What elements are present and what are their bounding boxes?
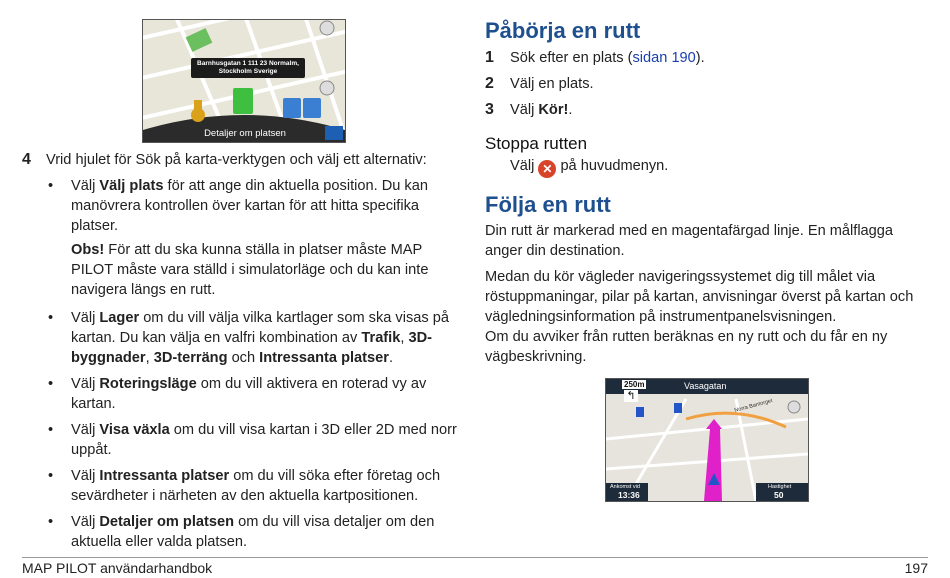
search-map-screenshot [142, 19, 346, 143]
page-number: 197 [904, 560, 928, 576]
map-graphic [143, 20, 345, 142]
stop-route-heading: Stoppa rutten [485, 134, 588, 153]
step-4 [22, 150, 462, 170]
arrival-time: 13:36 [618, 490, 640, 500]
stop-route-text: Välj ✕ på huvudmenyn. [510, 158, 669, 176]
cross-street: Norra Bantorget [733, 398, 774, 414]
options-list-cont [22, 308, 462, 552]
page-link[interactable]: sidan 190 [632, 50, 696, 66]
follow-route-heading: Följa en rutt [485, 192, 611, 217]
start-route-steps [485, 48, 915, 126]
note-text: För att du ska kunna ställa in platser måste MAP PILOT måste vara ställd i simulatorläge och du kan inte navigera längs en rutt. [71, 242, 429, 298]
list-item: • Välj Lager om du vill välja vilka kartlager som ska visas på kartan. Du kan välja en valfri kombination av Trafik, 3D-byggnader, 3D-terräng och Intressanta platser. [22, 308, 462, 368]
stop-icon: ✕ [538, 160, 556, 178]
list-item: 2 Välj en plats. [485, 75, 594, 92]
start-route-heading: Påbörja en rutt [485, 18, 641, 43]
left-column [22, 150, 462, 558]
list-item: • Välj Välj plats för att ange din aktuella position. Du kan manövrera kontrollen över kartan för att hitta specifika platser. [22, 176, 462, 236]
arrival-label: Ankomst vid [610, 484, 640, 490]
speed-value: 50 [774, 490, 784, 500]
place-details-caption[interactable]: Detaljer om platsen [204, 128, 286, 139]
step-text: Vrid hjulet för Sök på karta-verktygen och välj ett alternativ: [46, 152, 427, 168]
footer-title: MAP PILOT användarhandbok [22, 560, 213, 576]
list-item: • Välj Visa växla om du vill visa kartan i 3D eller 2D med norr uppåt. [22, 420, 462, 460]
step-number: 4 [22, 151, 31, 168]
right-column [485, 18, 915, 373]
speed-label: Hastighet [768, 484, 792, 490]
list-item: • Välj Roteringsläge om du vill aktivera en roterad vy av kartan. [22, 374, 462, 414]
options-list [22, 176, 462, 236]
turn-distance: 250m [624, 380, 645, 389]
navigation-map-screenshot [605, 378, 809, 502]
follow-route-paragraph: Medan du kör vägleder navigeringssystemet dig till målet via röstuppmaningar, pilar på kartan, anvisningar överst på kartan och vägledningsinformation på instrumentpanelsvisningen. [485, 269, 914, 325]
address-text: Barnhusgatan 1 111 23 Normalm, Stockholm Sverige [197, 60, 299, 75]
follow-route-paragraph: Om du avviker från rutten beräknas en ny rutt och du får en ny vägbeskrivning. [485, 329, 888, 365]
turn-arrow-icon: ↰ [624, 390, 638, 402]
list-item: • Välj Detaljer om platsen om du vill visa detaljer om den aktuella eller valda platsen. [22, 512, 462, 552]
note-label: Obs! [71, 242, 105, 258]
address-callout [191, 58, 305, 78]
list-item: 3 Välj Kör!. [485, 101, 573, 118]
note [22, 240, 462, 300]
follow-route-paragraph: Din rutt är markerad med en magentafärgad linje. En målflagga anger din destination. [485, 223, 894, 259]
page-footer [22, 557, 928, 578]
list-item: 1 Sök efter en plats (sidan 190). [485, 49, 705, 66]
next-street: Vasagatan [684, 381, 727, 391]
list-item: • Välj Intressanta platser om du vill söka efter företag och sevärdheter i närheten av den aktuella kartpositionen. [22, 466, 462, 506]
